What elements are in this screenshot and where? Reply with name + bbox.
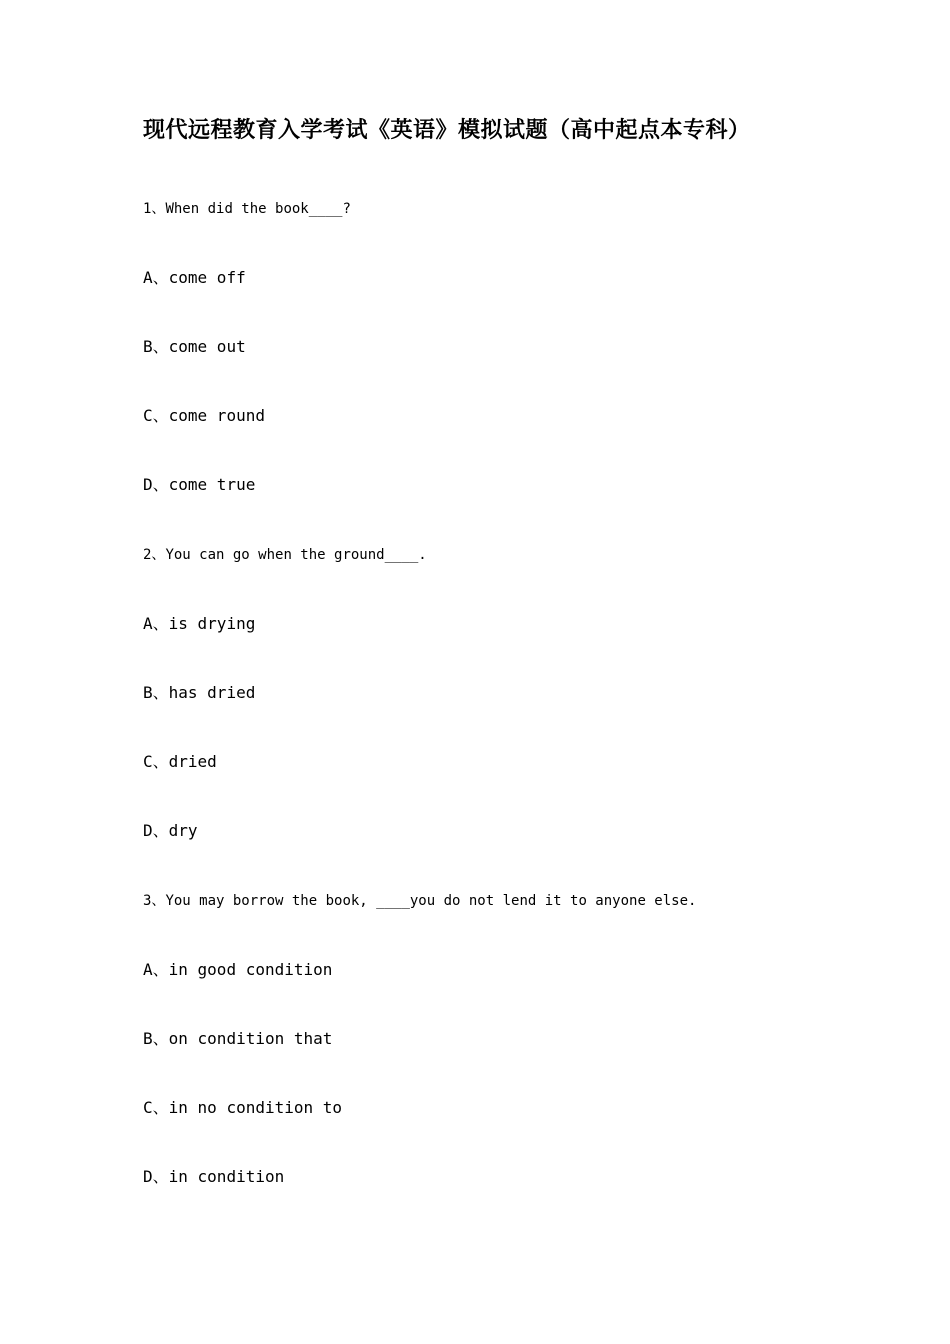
option-text: dried (168, 752, 217, 771)
question-2-option-b (143, 682, 255, 704)
question-2-option-d (143, 820, 198, 842)
option-text: has dried (168, 683, 256, 702)
option-letter: B、 (143, 337, 169, 356)
option-letter: C、 (143, 1098, 169, 1117)
question-2-option-c (143, 751, 217, 773)
option-letter: D、 (143, 475, 169, 494)
option-letter: D、 (143, 821, 169, 840)
question-1-option-a (143, 267, 246, 289)
question-1-option-c (143, 405, 265, 427)
option-letter: A、 (143, 614, 169, 633)
question-number: 2、 (143, 547, 166, 563)
option-letter: A、 (143, 268, 169, 287)
question-text: You can go when the ground____. (165, 547, 427, 563)
option-text: on condition that (168, 1029, 333, 1048)
question-number: 3、 (143, 893, 166, 909)
question-3-option-d (143, 1166, 284, 1188)
question-number: 1、 (143, 201, 166, 217)
question-text: When did the book____? (165, 201, 351, 217)
question-2 (143, 545, 427, 565)
question-1-option-d (143, 474, 255, 496)
question-3 (143, 891, 696, 911)
question-2-option-a (143, 613, 255, 635)
option-text: is drying (168, 614, 256, 633)
option-text: come true (168, 475, 256, 494)
question-1-option-b (143, 336, 246, 358)
option-text: in good condition (168, 960, 333, 979)
option-letter: B、 (143, 1029, 169, 1048)
option-letter: C、 (143, 752, 169, 771)
question-1 (143, 199, 351, 219)
option-letter: D、 (143, 1167, 169, 1186)
question-3-option-a (143, 959, 332, 981)
page-title: 现代远程教育入学考试《英语》模拟试题（高中起点本专科） (143, 117, 751, 143)
option-text: dry (168, 821, 198, 840)
option-text: in no condition to (168, 1098, 343, 1117)
option-text: in condition (168, 1167, 285, 1186)
option-letter: C、 (143, 406, 169, 425)
question-3-option-c (143, 1097, 342, 1119)
option-letter: B、 (143, 683, 169, 702)
option-letter: A、 (143, 960, 169, 979)
question-3-option-b (143, 1028, 332, 1050)
option-text: come round (168, 406, 265, 425)
option-text: come off (168, 268, 246, 287)
question-text: You may borrow the book, ____you do not lend it to anyone else. (165, 893, 697, 909)
option-text: come out (168, 337, 246, 356)
